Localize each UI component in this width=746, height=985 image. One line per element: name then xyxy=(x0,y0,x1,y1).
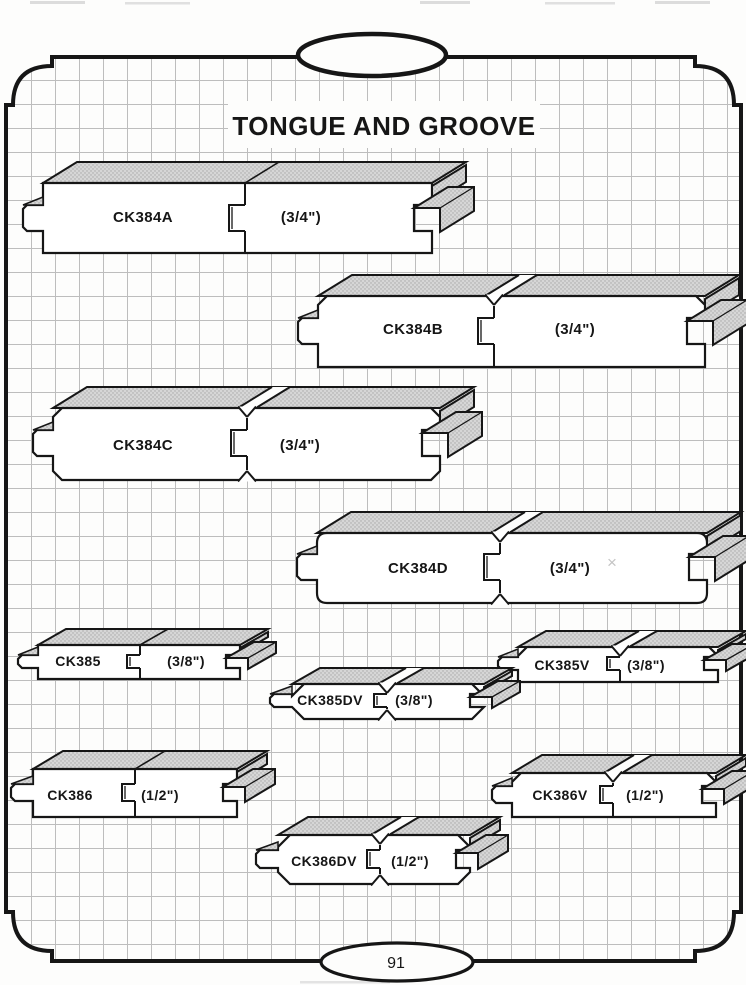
profile-code-label: CK384A xyxy=(113,209,173,226)
profile-size-label: (3/4") xyxy=(279,437,321,454)
profile-size-label: (3/8") xyxy=(167,653,205,669)
profile-size-label: (3/4") xyxy=(554,321,596,338)
top-ellipse-badge xyxy=(298,34,446,76)
profile-ck384c-diagram xyxy=(33,387,482,482)
profile-size-label: (3/8") xyxy=(395,692,433,708)
profile-code-label: CK385 xyxy=(55,653,101,669)
profile-code-label: CK386V xyxy=(532,787,588,803)
profile-ck385-diagram xyxy=(18,629,276,679)
profile-ck386v-diagram xyxy=(492,755,746,817)
profile-size-label: (1/2") xyxy=(626,787,664,803)
page-number: 91 xyxy=(387,955,405,972)
profile-code-label: CK384C xyxy=(113,437,173,454)
profile-size-label: (1/2") xyxy=(391,853,429,869)
stray-mark: × xyxy=(607,553,617,572)
profile-size-label: (3/8") xyxy=(627,657,665,673)
profile-code-label: CK384B xyxy=(383,321,443,338)
profile-code-label: CK386DV xyxy=(291,853,357,869)
profile-ck384b-diagram xyxy=(298,275,746,367)
profile-size-label: (3/4") xyxy=(280,209,322,226)
profile-size-label: (1/2") xyxy=(141,787,179,803)
profile-ck385v-diagram xyxy=(498,631,746,682)
profile-ck384a-diagram xyxy=(23,162,474,253)
profile-code-label: CK385DV xyxy=(297,692,363,708)
profile-code-label: CK386 xyxy=(47,787,93,803)
profile-code-label: CK384D xyxy=(388,560,448,577)
profile-code-label: CK385V xyxy=(534,657,590,673)
profile-ck386-diagram xyxy=(11,751,275,817)
profile-ck384d-diagram xyxy=(297,512,746,605)
profile-size-label: (3/4") xyxy=(549,560,591,577)
page-title: TONGUE AND GROOVE xyxy=(232,111,536,141)
